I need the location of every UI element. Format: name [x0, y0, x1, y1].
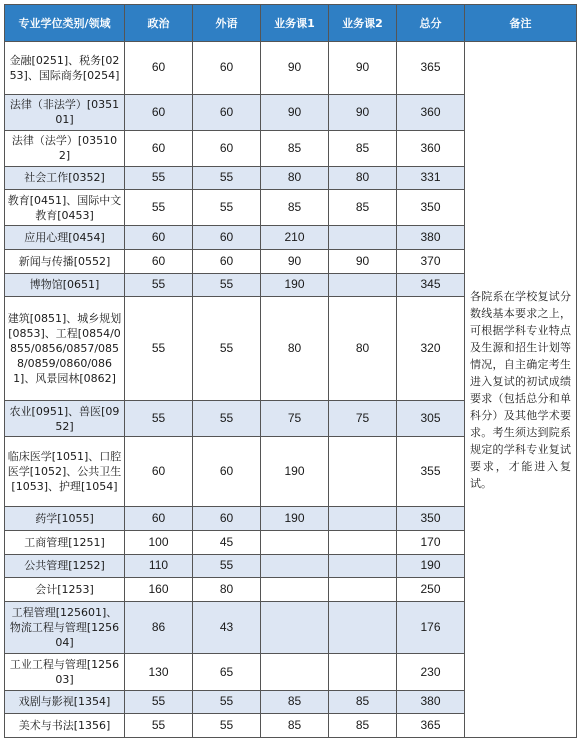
cell-category: 公共管理[1252]: [5, 554, 125, 578]
cell-foreign-language: 55: [193, 297, 261, 401]
cell-total: 360: [397, 94, 465, 130]
cell-foreign-language: 55: [193, 690, 261, 714]
cell-politics: 110: [125, 554, 193, 578]
cell-course-2: [329, 226, 397, 250]
cell-politics: 55: [125, 273, 193, 297]
header-row: [5, 5, 577, 42]
cell-category: 社会工作[0352]: [5, 166, 125, 190]
cell-foreign-language: 55: [193, 166, 261, 190]
cell-category: 临床医学[1051]、口腔医学[1052]、公共卫生[1053]、护理[1054]: [5, 437, 125, 507]
cell-total: 350: [397, 190, 465, 226]
cell-course-2: 90: [329, 94, 397, 130]
cell-total: 365: [397, 714, 465, 738]
cell-total: 190: [397, 554, 465, 578]
cell-category: 新闻与传播[0552]: [5, 249, 125, 273]
cell-category: 教育[0451]、国际中文教育[0453]: [5, 190, 125, 226]
cell-foreign-language: 45: [193, 530, 261, 554]
cell-category: 法律（法学）[035102]: [5, 130, 125, 166]
cell-politics: 60: [125, 130, 193, 166]
cell-total: 320: [397, 297, 465, 401]
cell-course-2: [329, 273, 397, 297]
cell-course-1: 90: [261, 42, 329, 95]
cell-politics: 55: [125, 690, 193, 714]
cell-course-2: [329, 437, 397, 507]
cell-category: 农业[0951]、兽医[0952]: [5, 401, 125, 437]
cell-total: 305: [397, 401, 465, 437]
cell-course-1: 85: [261, 714, 329, 738]
cell-politics: 60: [125, 94, 193, 130]
cell-category: 美术与书法[1356]: [5, 714, 125, 738]
cell-foreign-language: 55: [193, 190, 261, 226]
cell-course-2: 85: [329, 130, 397, 166]
cell-foreign-language: 60: [193, 437, 261, 507]
cell-foreign-language: 55: [193, 554, 261, 578]
cell-course-2: 85: [329, 190, 397, 226]
cell-politics: 160: [125, 578, 193, 602]
cell-politics: 130: [125, 654, 193, 690]
cell-course-2: [329, 578, 397, 602]
cell-total: 176: [397, 601, 465, 654]
cell-politics: 55: [125, 401, 193, 437]
remark-note: 各院系在学校复试分数线基本要求之上，可根据学科专业特点及生源和招生计划等情况，自主确定考生进入复试的初试成绩要求（包括总分和单科分）及其他学术要求。考生须达到院系规定的学科专业复试要求，才能进入复试。: [465, 42, 577, 738]
cell-course-2: 80: [329, 297, 397, 401]
cell-category: 金融[0251]、税务[0253]、国际商务[0254]: [5, 42, 125, 95]
cell-foreign-language: 55: [193, 714, 261, 738]
cell-politics: 55: [125, 714, 193, 738]
table-header: [5, 5, 577, 42]
header-remark: 备注: [465, 5, 577, 42]
cell-category: 博物馆[0651]: [5, 273, 125, 297]
cell-total: 370: [397, 249, 465, 273]
cell-course-1: 85: [261, 690, 329, 714]
header-politics: 政治: [125, 5, 193, 42]
cell-course-2: [329, 554, 397, 578]
cell-foreign-language: 60: [193, 507, 261, 531]
cell-politics: 60: [125, 507, 193, 531]
cell-course-2: 90: [329, 42, 397, 95]
cell-politics: 55: [125, 297, 193, 401]
table-row: [5, 42, 577, 95]
cell-course-1: 90: [261, 94, 329, 130]
cell-course-1: [261, 601, 329, 654]
cell-course-1: 190: [261, 437, 329, 507]
cell-foreign-language: 65: [193, 654, 261, 690]
cell-course-2: [329, 601, 397, 654]
cell-total: 350: [397, 507, 465, 531]
score-table: [4, 4, 577, 738]
cell-category: 药学[1055]: [5, 507, 125, 531]
cell-foreign-language: 55: [193, 401, 261, 437]
cell-foreign-language: 60: [193, 249, 261, 273]
cell-total: 331: [397, 166, 465, 190]
cell-course-1: 90: [261, 249, 329, 273]
cell-politics: 60: [125, 437, 193, 507]
cell-course-2: [329, 654, 397, 690]
cell-course-2: 80: [329, 166, 397, 190]
cell-category: 应用心理[0454]: [5, 226, 125, 250]
header-category: 专业学位类别/领域: [5, 5, 125, 42]
cell-course-1: 210: [261, 226, 329, 250]
cell-category: 工商管理[1251]: [5, 530, 125, 554]
cell-category: 工程管理[125601]、物流工程与管理[125604]: [5, 601, 125, 654]
cell-course-1: [261, 530, 329, 554]
cell-course-2: [329, 530, 397, 554]
header-course-2: 业务课2: [329, 5, 397, 42]
cell-total: 360: [397, 130, 465, 166]
cell-politics: 55: [125, 166, 193, 190]
cell-foreign-language: 80: [193, 578, 261, 602]
cell-course-2: 85: [329, 690, 397, 714]
cell-foreign-language: 60: [193, 226, 261, 250]
table-body: [5, 42, 577, 738]
cell-course-1: [261, 654, 329, 690]
cell-course-1: 190: [261, 507, 329, 531]
cell-category: 建筑[0851]、城乡规划[0853]、工程[0854/0855/0856/0857/0858/0859/0860/0861]、风景园林[0862]: [5, 297, 125, 401]
cell-total: 230: [397, 654, 465, 690]
header-foreign-language: 外语: [193, 5, 261, 42]
cell-total: 355: [397, 437, 465, 507]
cell-total: 345: [397, 273, 465, 297]
cell-category: 会计[1253]: [5, 578, 125, 602]
cell-course-2: 75: [329, 401, 397, 437]
cell-politics: 86: [125, 601, 193, 654]
cell-course-1: 80: [261, 166, 329, 190]
cell-politics: 60: [125, 42, 193, 95]
cell-course-1: [261, 554, 329, 578]
cell-course-2: 90: [329, 249, 397, 273]
cell-course-1: 85: [261, 130, 329, 166]
cell-course-1: 85: [261, 190, 329, 226]
header-course-1: 业务课1: [261, 5, 329, 42]
cell-category: 法律（非法学）[035101]: [5, 94, 125, 130]
cell-politics: 60: [125, 249, 193, 273]
cell-course-2: [329, 507, 397, 531]
cell-total: 250: [397, 578, 465, 602]
cell-foreign-language: 60: [193, 130, 261, 166]
cell-category: 工业工程与管理[125603]: [5, 654, 125, 690]
cell-course-1: [261, 578, 329, 602]
cell-politics: 60: [125, 226, 193, 250]
cell-total: 170: [397, 530, 465, 554]
cell-course-1: 190: [261, 273, 329, 297]
cell-foreign-language: 43: [193, 601, 261, 654]
cell-total: 380: [397, 226, 465, 250]
cell-course-1: 75: [261, 401, 329, 437]
cell-total: 365: [397, 42, 465, 95]
cell-politics: 55: [125, 190, 193, 226]
cell-course-2: 85: [329, 714, 397, 738]
cell-foreign-language: 55: [193, 273, 261, 297]
header-total: 总分: [397, 5, 465, 42]
cell-course-1: 80: [261, 297, 329, 401]
cell-foreign-language: 60: [193, 42, 261, 95]
cell-politics: 100: [125, 530, 193, 554]
cell-foreign-language: 60: [193, 94, 261, 130]
cell-category: 戏剧与影视[1354]: [5, 690, 125, 714]
cell-total: 380: [397, 690, 465, 714]
